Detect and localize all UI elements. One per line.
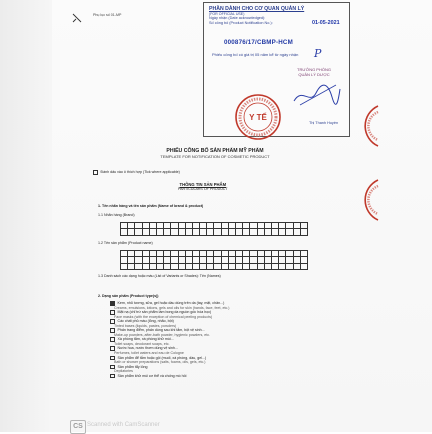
field-1-2-label: 1.2 Tên sản phẩm (Product name) (98, 241, 153, 245)
list-item-label: Sản phẩm khử mùi cơ thể và chống mồ hôi (117, 373, 187, 378)
grid-cell[interactable] (149, 263, 156, 269)
grid-cell[interactable] (185, 263, 192, 269)
grid-cell[interactable] (135, 229, 142, 235)
partial-seal-icon-2 (350, 178, 380, 222)
received-date: 01-05-2021 (312, 20, 340, 26)
list-item-label: Sản phẩm để tắm hoặc gội (muối, xà phòng, dầu, gel...) (117, 355, 207, 360)
grid-cell[interactable] (300, 263, 307, 269)
grid-cell[interactable] (264, 229, 271, 235)
field-2-label: 2. Dạng sản phẩm (Product type(s)) (98, 294, 159, 298)
list-item-label: Make-up powders, after-bath powder, hygienic powders, etc. (114, 332, 211, 337)
grid-cell[interactable] (250, 263, 257, 269)
list-item (110, 374, 229, 379)
handwritten-mark: P (314, 47, 322, 60)
grid-cell[interactable] (207, 263, 214, 269)
grid-cell[interactable] (293, 229, 300, 235)
grid-cell[interactable] (156, 229, 163, 235)
section-title: THÔNG TIN SẢN PHẨM (179, 182, 227, 187)
grid-cell[interactable] (135, 263, 142, 269)
grid-cell[interactable] (156, 263, 163, 269)
grid-cell[interactable] (178, 229, 185, 235)
grid-cell[interactable] (250, 229, 257, 235)
grid-cell[interactable] (214, 229, 221, 235)
grid-cell[interactable] (121, 229, 128, 235)
grid-row (121, 263, 308, 269)
grid-cell[interactable] (200, 229, 207, 235)
page-edge-shadow (0, 0, 52, 432)
grid-cell[interactable] (271, 263, 278, 269)
grid-cell[interactable] (228, 263, 235, 269)
field-1-label: 1. Tên nhãn hàng và tên sản phẩm (Name of brand & product) (98, 204, 204, 208)
svg-text:Y TẾ: Y TẾ (249, 113, 267, 122)
list-item-label: Tinted bases (liquids, pastes, powders) (114, 323, 177, 328)
signer-name: Thị Thanh Huyền (309, 121, 339, 125)
grid-cell[interactable] (264, 263, 271, 269)
list-item-label: Face masks (with the exception of chemical peeling products) (114, 314, 213, 319)
list-item-label: Depilatories (114, 369, 133, 374)
list-item-label: Sản phẩm tẩy lông (117, 364, 148, 369)
camscanner-logo-icon: CS (70, 420, 86, 434)
grid-cell[interactable] (257, 229, 264, 235)
official-use-subtitle: (FOR OFFICIAL USE) (209, 12, 245, 16)
grid-cell[interactable] (221, 263, 228, 269)
grid-cell[interactable] (228, 229, 235, 235)
grid-cell[interactable] (279, 229, 286, 235)
grid-cell[interactable] (164, 263, 171, 269)
grid-cell[interactable] (214, 263, 221, 269)
notification-number-label: Số công bố (Product Notification No.): (209, 21, 273, 25)
stamp-line-1: TRƯỞNG PHÒNG (297, 67, 331, 72)
document-title-block (140, 148, 290, 159)
grid-cell[interactable] (293, 263, 300, 269)
list-item-label: Phấn trang điểm, phấn dùng sau khi tắm, bột vệ sinh... (117, 328, 205, 333)
grid-cell[interactable] (121, 263, 128, 269)
grid-cell[interactable] (271, 229, 278, 235)
grid-cell[interactable] (236, 229, 243, 235)
received-label: Ngày nhận (Date acknowledged): (209, 16, 266, 20)
stamp-line-2: QUẢN LÝ DƯỢC (298, 72, 330, 77)
grid-cell[interactable] (142, 263, 149, 269)
field-1-1-label: 1.1 Nhãn hàng (Brand) (98, 213, 135, 217)
grid-cell[interactable] (221, 229, 228, 235)
tick-instruction-text: Đánh dấu vào ô thích hợp (Tick where applicable) (100, 170, 180, 175)
scanner-watermark: Scanned with CamScanner (87, 422, 160, 428)
signature-icon (292, 79, 342, 109)
checkbox[interactable] (93, 170, 98, 175)
official-use-title: PHẦN DÀNH CHO CƠ QUAN QUẢN LÝ (209, 6, 305, 12)
document-subtitle: TEMPLATE FOR NOTIFICATION OF COSMETIC PRODUCT (160, 154, 270, 159)
section-title-block (178, 182, 228, 191)
official-use-box (203, 2, 350, 137)
grid-cell[interactable] (257, 263, 264, 269)
product-name-grid[interactable] (120, 250, 308, 270)
grid-cell[interactable] (149, 229, 156, 235)
grid-cell[interactable] (164, 229, 171, 235)
tick-instruction (93, 170, 180, 175)
red-seal-icon (234, 93, 282, 141)
list-item-label: Mặt nạ (chỉ trừ sản phẩm làm bong da nguồn gốc hóa học) (117, 310, 212, 315)
checkbox[interactable] (110, 374, 115, 379)
section-subtitle: PARTICULARS OF PRODUCT (178, 187, 228, 191)
grid-cell[interactable] (243, 263, 250, 269)
grid-cell[interactable] (178, 263, 185, 269)
brand-grid[interactable] (120, 222, 308, 236)
grid-cell[interactable] (142, 229, 149, 235)
corner-mark-icon (72, 13, 82, 23)
grid-cell[interactable] (185, 229, 192, 235)
list-item-label: Xà phòng tắm, xà phòng khử mùi... (117, 337, 174, 342)
grid-cell[interactable] (279, 263, 286, 269)
list-item-label: Các chất phủ màu (lỏng, nhão, bột) (117, 319, 174, 324)
grid-cell[interactable] (192, 263, 199, 269)
field-1-3-label: 1.3 Danh sách các dạng hoặc màu (List of Variants or Shades): Tên (Names) (98, 274, 221, 278)
grid-cell[interactable] (171, 263, 178, 269)
grid-cell[interactable] (200, 263, 207, 269)
grid-cell[interactable] (243, 229, 250, 235)
validity-note: Phiếu công bố có giá trị 05 năm kể từ ngày nhận (212, 52, 299, 57)
partial-seal-icon (350, 104, 380, 148)
grid-cell[interactable] (128, 229, 135, 235)
grid-cell[interactable] (171, 229, 178, 235)
list-item-label: Toilet soaps, deodorant soaps, etc. (114, 341, 170, 346)
grid-row (121, 229, 308, 235)
list-item-label: Bath or shower preparations (salts, foams, oils, gels, etc.) (114, 360, 206, 365)
list-item-label: Nước hoa, nước thơm dùng vệ sinh... (117, 346, 178, 351)
grid-cell[interactable] (286, 229, 293, 235)
grid-cell[interactable] (236, 263, 243, 269)
list-item-label: Kem, nhũ tương, sữa, gel hoặc dầu dùng trên da (tay, mặt, chân...) (117, 301, 225, 305)
notification-number: 000876/17/CBMP-HCM (224, 39, 293, 46)
document-title: PHIẾU CÔNG BỐ SẢN PHẨM MỸ PHẨM (166, 148, 264, 154)
list-item-label: Creams, emulsions, lotions, gels and oils for skin (hands, face, feet, etc.) (114, 305, 230, 310)
grid-cell[interactable] (207, 229, 214, 235)
signature-stamp-text (289, 67, 339, 77)
annex-note: Phụ lục số 01-MP (93, 13, 122, 17)
grid-cell[interactable] (192, 229, 199, 235)
grid-cell[interactable] (286, 263, 293, 269)
grid-cell[interactable] (300, 229, 307, 235)
list-item-label: Perfumes, toilet waters and eau de Cologne (114, 351, 184, 356)
grid-cell[interactable] (128, 263, 135, 269)
product-type-list (110, 301, 229, 378)
